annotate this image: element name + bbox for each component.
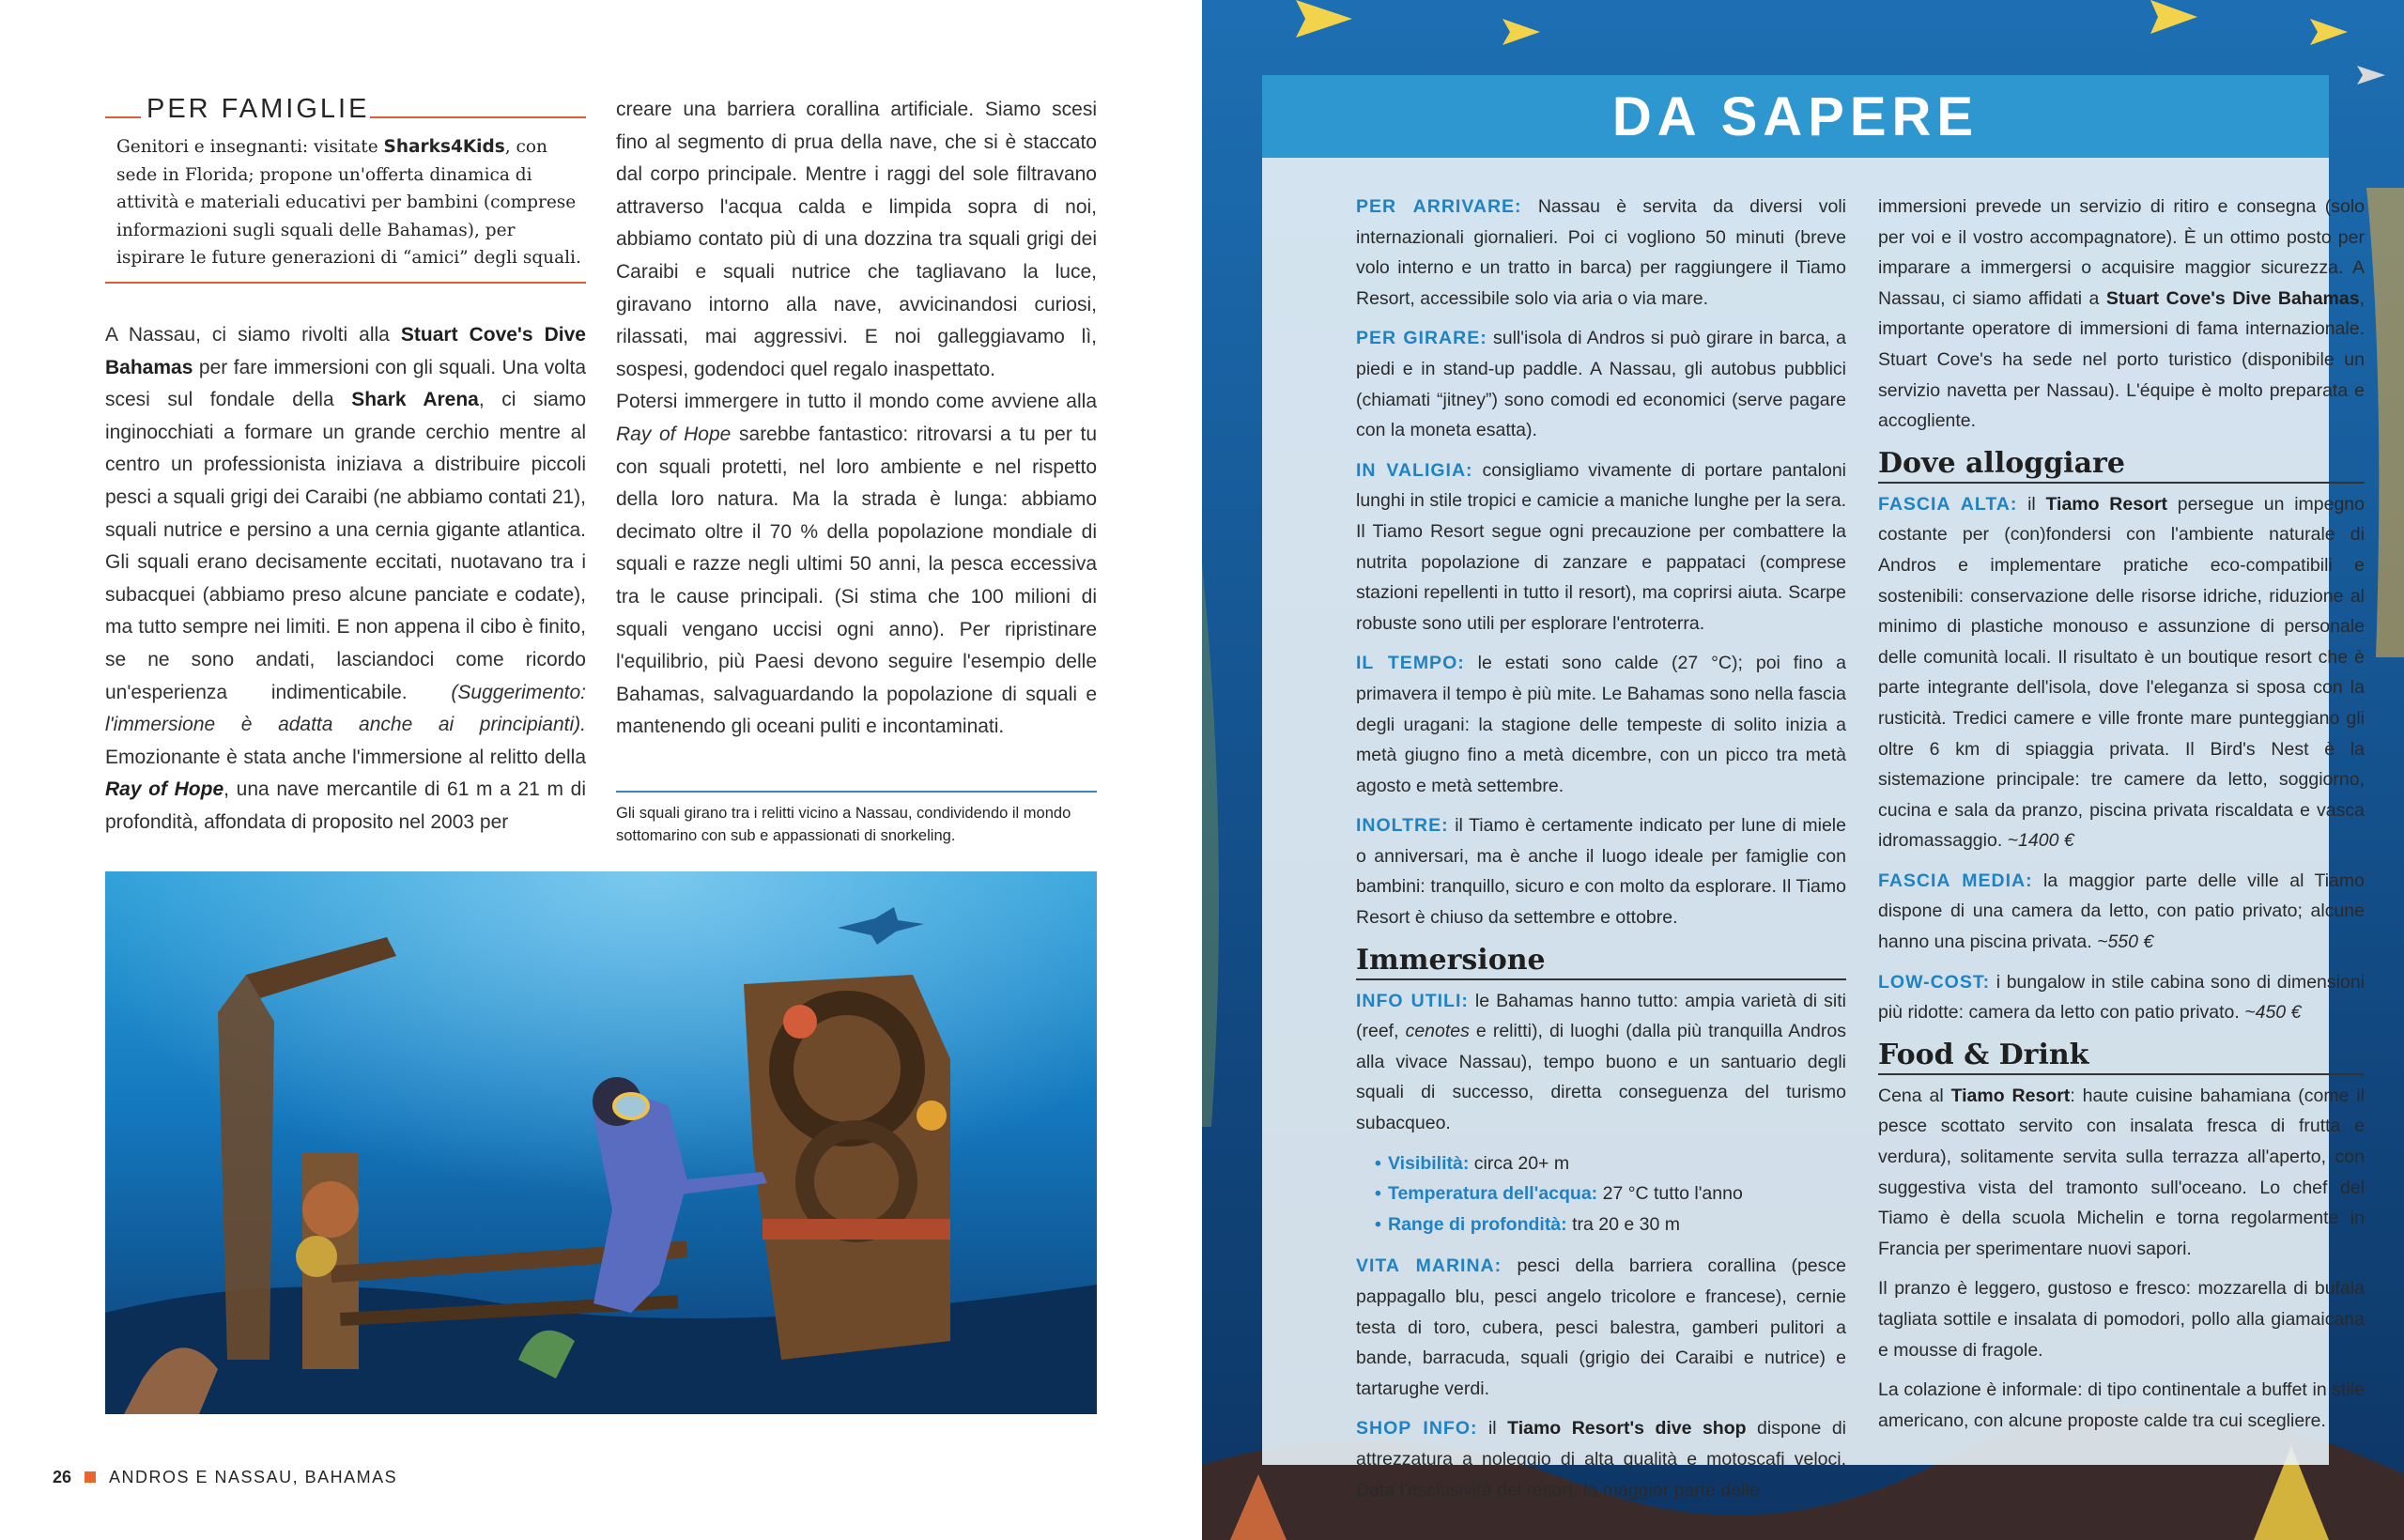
panel-column-right [1878, 192, 2365, 1445]
article-column-right [616, 94, 1097, 744]
shipwreck-diver-photo [105, 871, 1097, 1414]
list-item: • Range di profondità: tra 20 e 30 m [1375, 1209, 1846, 1240]
page-number: 26 [53, 1467, 72, 1486]
info-shop-continued: immersioni prevede un servizio di ritiro e consegna (solo per voi e il vostro accompagnatore). È un ottimo posto per imparare a immergersi o acquisire maggior sicurezza. A Nassau, ci siamo affidati a Stuart Cove's Dive Bahamas, importante operatore di immersioni di fama internazionale. Stuart Cove's ha sede nel porto turistico (disponibile un servizio navetta per Nassau). L'équipe è molto preparata e accogliente. [1878, 196, 2365, 432]
immersione-heading: Immersione [1356, 943, 1846, 980]
alloggiare-heading: Dove alloggiare [1878, 446, 2365, 484]
family-sidebar [105, 94, 586, 284]
info-tempo: IL TEMPO: le estati sono calde (27 °C); poi fino a primavera il tempo è più mite. Le Bahamas sono nella fascia degli uragani: la stagione delle tempeste di solito inizia a metà giugno fino a metà dicembre, con un picco tra metà agosto e metà settembre. [1356, 653, 1846, 796]
info-panel [1262, 75, 2365, 1501]
sharks4kids-name: Sharks4Kids [383, 137, 505, 157]
right-page [1202, 0, 2404, 1540]
fascia-media: FASCIA MEDIA: la maggior parte delle ville al Tiamo dispone di una camera da letto, con patio privato; alcune hanno una piscina privata. ~550 € [1878, 870, 2365, 953]
panel-column-left [1356, 192, 1846, 1505]
info-inoltre: INOLTRE: il Tiamo è certamente indicato per lune di miele o anniversari, ma è anche il luogo ideale per famiglie con bambini: tranquillo, sicuro e con molto da esplorare. Il Tiamo Resort è chiuso da settembre e ottobre. [1356, 815, 1846, 929]
sidebar-header [105, 94, 586, 128]
sidebar-bottom-rule [105, 282, 586, 284]
sidebar-heading: PER FAMIGLIE [146, 94, 370, 124]
shipwreck-diver-illustration [105, 871, 1097, 1414]
info-vita-marina: VITA MARINA: pesci della barriera corallina (pesce pappagallo blu, pesci angelo tricolore e francese), cernie testa di toro, cubera, pesci balestra, gamberi pulitori a bande, barracuda, squali (grigio dei Caraibi e nutrice) e tartarughe verdi. [1356, 1255, 1847, 1399]
panel-title: DA SAPERE [1611, 85, 1980, 147]
sidebar-body: Genitori e insegnanti: visitate Sharks4Kids, con sede in Florida; propone un'offerta dinamica di attività e materiali educativi per bambini (comprese informazioni sugli squali delle Bahamas), per ispirare le future generazioni di “amici” degli squali. [116, 137, 581, 268]
sidebar-rule-right [370, 116, 586, 118]
dive-facts-list [1375, 1148, 1846, 1240]
footer-section-title: ANDROS E NASSAU, BAHAMAS [109, 1467, 398, 1486]
food-breakfast: La colazione è informale: di tipo continentale a buffet in stile americano, con alcune proposte calde tra cui scegliere. [1878, 1379, 2365, 1431]
food-dinner: Cena al Tiamo Resort: haute cuisine bahamiana (come il pesce scottato servito con insalata fresca di frutta e verdura), solitamente servita sulla terrazza all'aperto, con suggestiva vista del tramonto sull'oceano. Lo chef del Tiamo è della scuola Michelin e torna regolarmente in Francia per sperimentare nuovi sapori. [1878, 1085, 2365, 1259]
panel-header [1262, 75, 2329, 158]
fascia-alta: FASCIA ALTA: il Tiamo Resort persegue un impegno costante per (con)fondersi con l'ambiente naturale di Andros e implementare pratiche eco-compatibili e sostenibili: conservazione delle risorse idriche, riduzione al minimo di plastiche monouso e assunzione di personale delle comunità locali. Il risultato è un boutique resort che è parte integrante dell'isola, dove l'eleganza si sposa con la rusticità. Tredici camere e ville fronte mare punteggiano gli oltre 6 km di spiaggia privata. Il Bird's Nest è la sistemazione principale: tre camere da letto, soggiorno, cucina e sala da pranzo, piscina privata riscaldata e vasca idromassaggio. ~1400 € [1878, 493, 2365, 852]
sidebar-rule-left [105, 116, 141, 118]
food-lunch: Il pranzo è leggero, gustoso e fresco: mozzarella di bufala tagliata sottile e insalata di pomodori, pollo alla giamaicana e mousse di fragole. [1878, 1278, 2365, 1361]
list-item: • Visibilità: circa 20+ m [1375, 1148, 1846, 1179]
low-cost: LOW-COST: i bungalow in stile cabina sono di dimensioni più ridotte: camera da letto con patio privato. ~450 € [1878, 971, 2365, 1024]
page-footer [53, 1465, 397, 1489]
photo-caption: Gli squali girano tra i relitti vicino a Nassau, condividendo il mondo sottomarino con sub e appassionati di snorkeling. [616, 791, 1097, 847]
article-paragraph: creare una barriera corallina artificiale. Siamo scesi fino al segmento di prua della nave, che si è staccato dal corpo principale. Mentre i raggi del sole filtravano attraverso l'acqua calda e limpida sopra di noi, abbiamo contato più di una dozzina tra squali grigi dei Caraibi e squali nutrice che tagliavano la luce, giravano intorno alla nave, avvicinandosi curiosi, rilassati, mai aggressivi. E noi galleggiavamo lì, sospesi, godendoci quel regalo inaspettato. [616, 99, 1097, 380]
article-paragraph: Potersi immergere in tutto il mondo come avviene alla Ray of Hope sarebbe fantastico: ritrovarsi a tu per tu con squali protetti, nel loro ambiente e nel rispetto della loro natura. Ma la strada è lunga: abbiamo decimato oltre il 70 % della popolazione mondiale di squali e razze negli ultimi 50 anni, la pesca eccessiva tra le cause principali. (Si stima che 100 milioni di squali vengano uccisi ogni anno). Per ripristinare l'equilibrio, più Paesi devono seguire l'esempio delle Bahamas, salvaguardando la popolazione di squali e mantenendo gli oceani puliti e incontaminati. [616, 391, 1097, 738]
footer-square-icon [85, 1471, 96, 1483]
list-item: • Temperatura dell'acqua: 27 °C tutto l'anno [1375, 1178, 1846, 1209]
info-valigia: IN VALIGIA: consigliamo vivamente di portare pantaloni lunghi in stile tropici e camicie a maniche lunghe per la sera. Il Tiamo Resort segue ogni precauzione per combattere la nutrita popolazione di zanzare e pappataci (comprese stazioni repellenti in tutto il resort), ma coprirsi aiuta. Scarpe robuste sono utili per esplorare l'entroterra. [1356, 459, 1846, 634]
info-arrivare: PER ARRIVARE: Nassau è servita da diversi voli internazionali giornalieri. Poi ci vogliono 50 minuti (breve volo interno e un tratto in barca) per raggiungere il Tiamo Resort, accessibile solo via aria o via mare. [1356, 196, 1846, 309]
info-utili: INFO UTILI: le Bahamas hanno tutto: ampia varietà di siti (reef, cenotes e relitti), di luoghi (dalla più tranquilla Andros alla vivace Nassau), tempo buono e un santuario degli squali di successo, diretta conseguenza del turismo subacqueo. [1356, 990, 1846, 1134]
info-girare: PER GIRARE: sull'isola di Andros si può girare in barca, a piedi e in stand-up paddle. A Nassau, gli autobus pubblici (chiamati “jitney”) sono comodi ed economici (serve pagare con la moneta esatta). [1356, 328, 1846, 441]
food-drink-heading: Food & Drink [1878, 1038, 2365, 1075]
article-column-left: A Nassau, ci siamo rivolti alla Stuart Cove's Dive Bahamas per fare immersioni con gli squali. Una volta scesi sul fondale della Shark Arena, ci siamo inginocchiati a formare un grande cerchio mentre al centro un professionista iniziava a distribuire piccoli pesci a squali grigi dei Caraibi (ne abbiamo contati 21), squali nutrice e persino a una cernia gigante atlantica. Gli squali erano decisamente eccitati, nuotavano tra i subacquei (abbiamo preso alcune panciate e codate), ma tutto sempre nei limiti. E non appena il cibo è finito, se ne sono andati, lasciandoci come ricordo un'esperienza indimenticabile. (Suggerimento: l'immersione è adatta anche ai principianti). Emozionante è stata anche l'immersione al relitto della Ray of Hope, una nave mercantile di 61 m a 21 m di profondità, affondata di proposito nel 2003 per [105, 324, 587, 833]
info-shop: SHOP INFO: il Tiamo Resort's dive shop dispone di attrezzatura a noleggio di alta qualità e motoscafi veloci. Data l'esclusività del resort, la maggior parte delle [1356, 1418, 1847, 1501]
